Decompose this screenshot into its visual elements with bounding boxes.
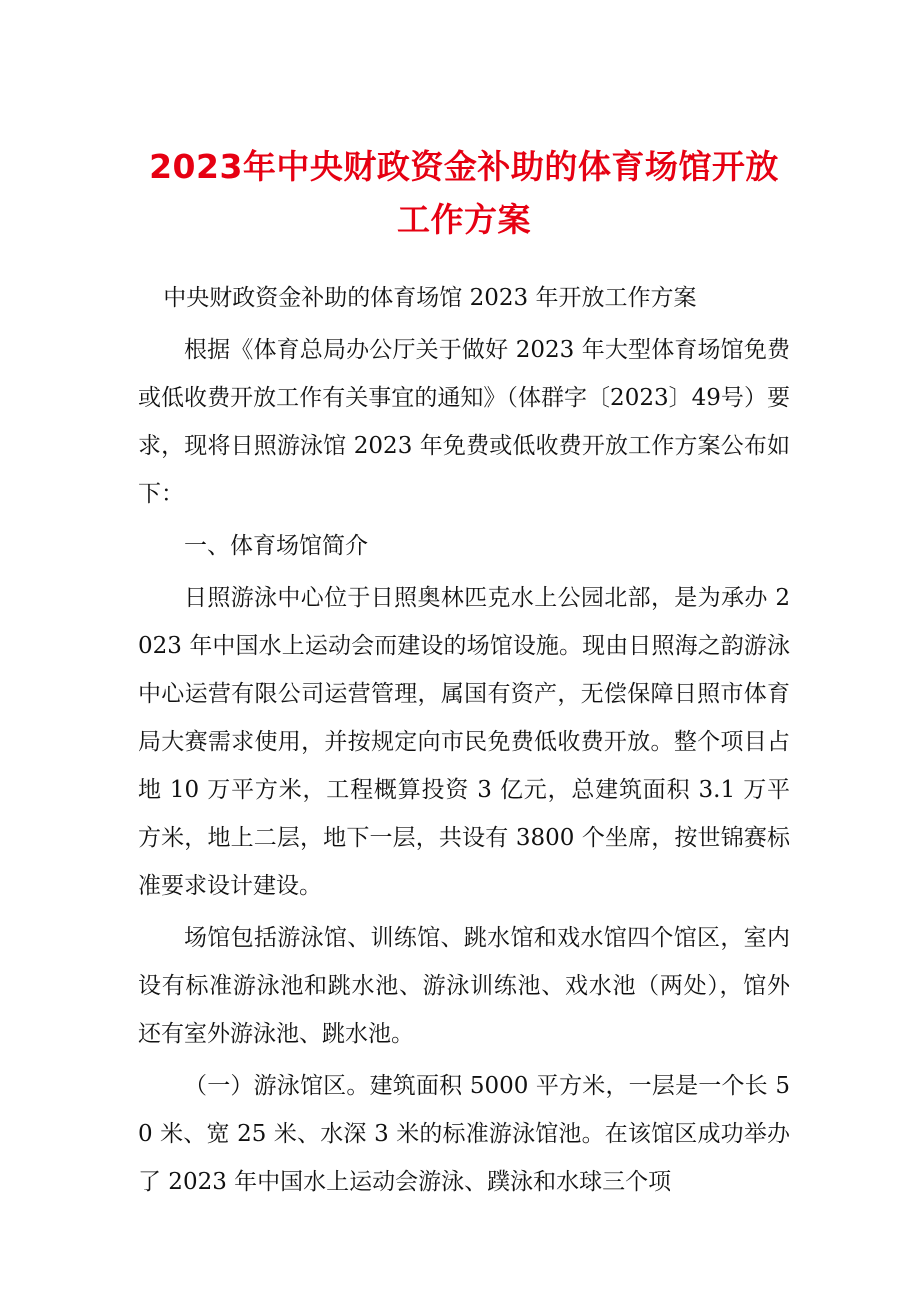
venue-overview-paragraph: 日照游泳中心位于日照奥林匹克水上公园北部，是为承办 2023 年中国水上运动会而建设的场馆设施。现由日照海之韵游泳中心运营有限公司运营管理，属国有资产，无偿保障日照市体育局大赛需求使用，并按规定向市民免费低收费开放。整个项目占地 10 万平方米，工程概算投资 3 亿元，总建筑面积 3.1 万平方米，地上二层，地下一层，共设有 3800 个坐席，按世锦赛标准要求设计建设。: [138, 585, 790, 899]
document-body: [138, 274, 790, 1206]
title-line-2: 工作方案: [397, 200, 531, 239]
document-title: [138, 140, 790, 246]
section-heading-1: 一、体育场馆简介: [184, 533, 368, 559]
title-line-1: 2023年中央财政资金补助的体育场馆开放: [149, 147, 779, 186]
subtitle-paragraph: 中央财政资金补助的体育场馆 2023 年开放工作方案: [163, 285, 697, 311]
intro-paragraph: 根据《体育总局办公厅关于做好 2023 年大型体育场馆免费或低收费开放工作有关事宜的通知》（体群字〔2023〕49号）要求，现将日照游泳馆 2023 年免费或低收费开放工作方案公布如下：: [138, 337, 790, 507]
venue-facilities-paragraph: 场馆包括游泳馆、训练馆、跳水馆和戏水馆四个馆区，室内设有标准游泳池和跳水池、游泳训练池、戏水池（两处），馆外还有室外游泳池、跳水池。: [138, 925, 790, 1047]
swimming-hall-paragraph: （一）游泳馆区。建筑面积 5000 平方米，一层是一个长 50 米、宽 25 米、水深 3 米的标准游泳馆池。在该馆区成功举办了 2023 年中国水上运动会游泳、蹼泳和水球三个项: [138, 1073, 790, 1195]
